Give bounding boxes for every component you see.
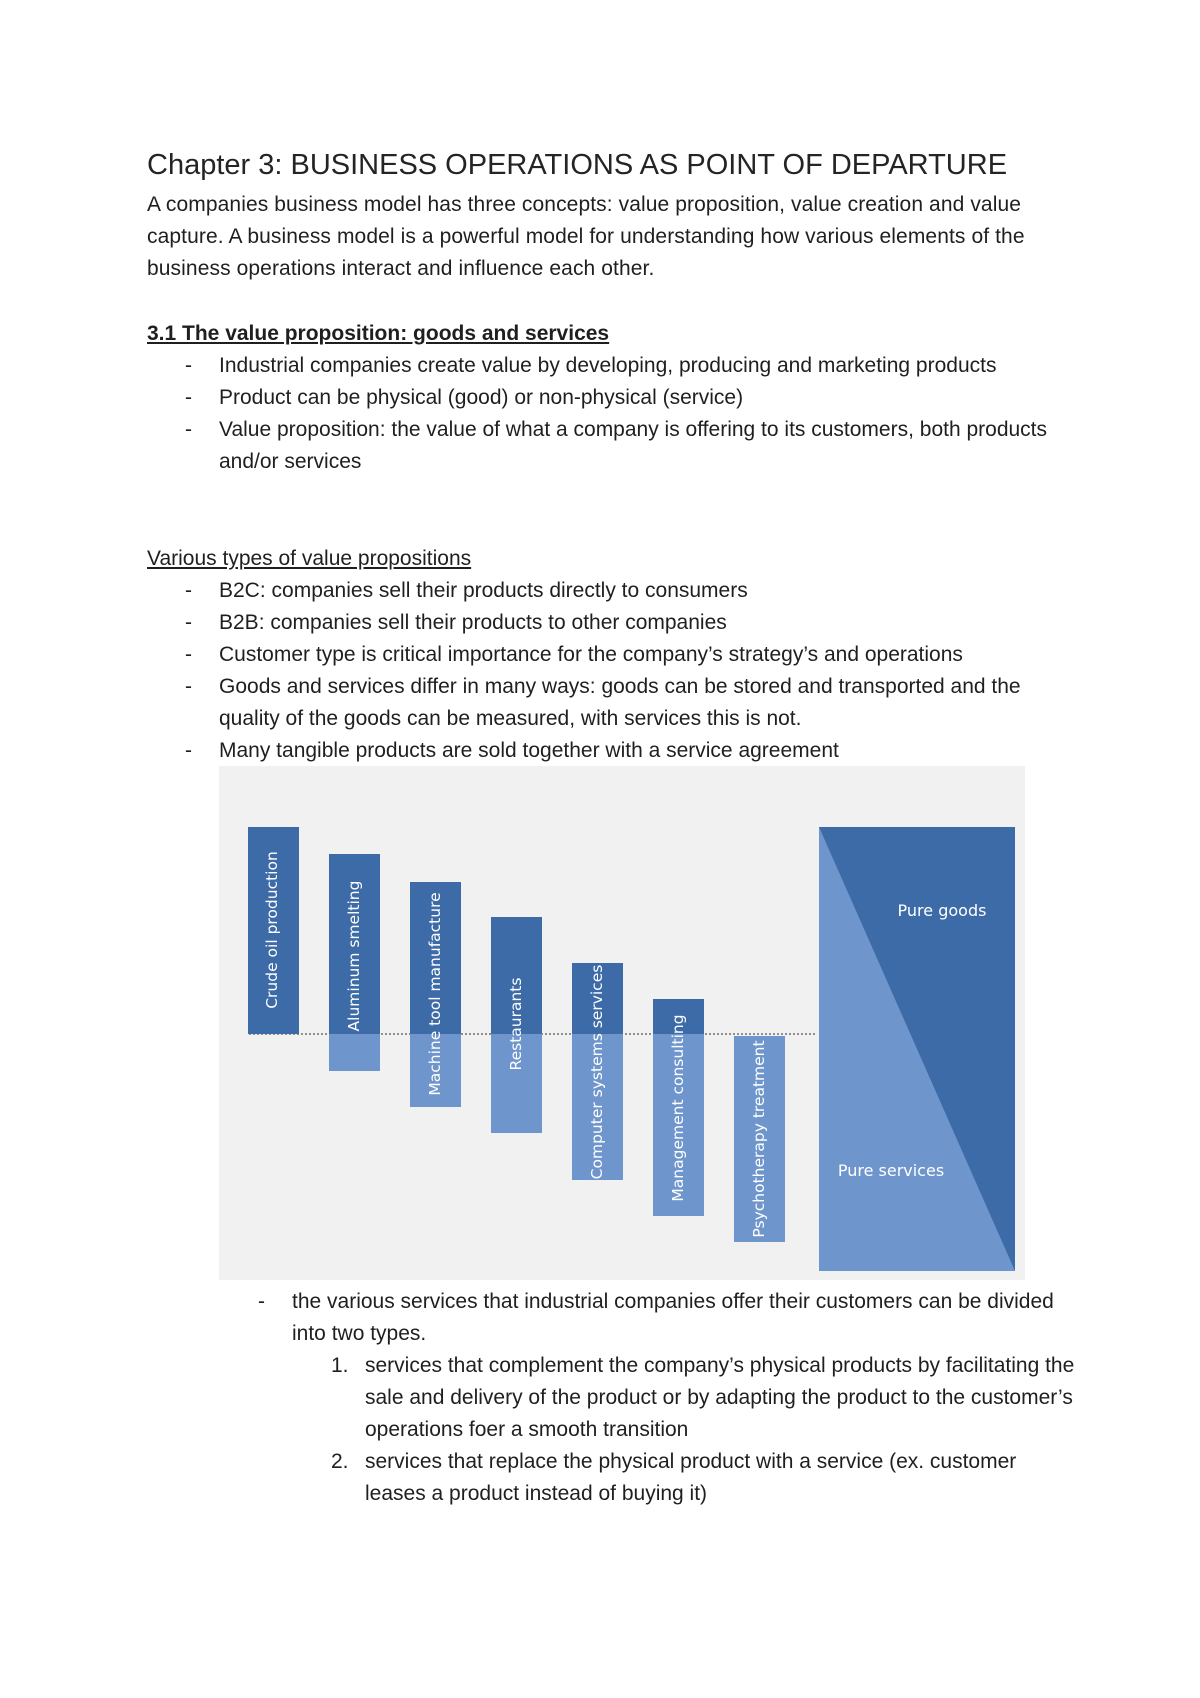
page-title: Chapter 3: BUSINESS OPERATIONS AS POINT OF DEPARTURE [147,149,1008,181]
list-item-text: Customer type is critical importance for the company’s strategy’s and operations [219,643,963,666]
bar-label-crude-oil: Crude oil production [263,851,281,1009]
bar-label-restaurants: Restaurants [507,977,525,1071]
continuum-diagram [219,766,1025,1280]
types-heading: Various types of value propositions [147,547,472,570]
list-item-text: Goods and services differ in many ways: goods can be stored and transported and the quality of the goods can be measured, with services this is not. [219,675,1021,730]
list-item [147,607,1077,639]
list-item [147,575,1077,607]
bullet-marker: - [185,611,192,634]
numbered-item [292,1446,1080,1510]
types-bullet-list [147,575,1077,767]
bullet-marker: - [185,739,192,762]
list-item-text: Many tangible products are sold together with a service agreement [219,739,839,762]
list-item [147,382,1077,414]
goods-services-continuum-figure [219,766,1025,1280]
list-item [147,671,1077,735]
section-bullet-list [147,350,1077,478]
legend-pure-goods: Pure goods [897,901,987,920]
bullet-marker: - [185,643,192,666]
numbered-list [292,1350,1080,1510]
numbered-item [292,1350,1080,1446]
list-item [147,639,1077,671]
bar-label-psychotherapy: Psychotherapy treatment [750,1040,768,1238]
bullet-marker: - [258,1290,265,1313]
bar-label-aluminum: Aluminum smelting [345,880,363,1032]
number-marker: 1. [331,1354,349,1377]
bullet-marker: - [185,418,192,441]
list-item-text: Value proposition: the value of what a company is offering to its customers, both products and/or services [219,418,1048,473]
list-item-text: B2B: companies sell their products to other companies [219,611,727,634]
list-item-text: B2C: companies sell their products directly to consumers [219,579,748,602]
bar-label-machine-tool: Machine tool manufacture [426,892,444,1096]
bullet-marker: - [185,579,192,602]
section-heading: 3.1 The value proposition: goods and services [147,322,610,345]
bar-aluminum-services [329,1034,380,1071]
list-item [147,735,1077,767]
legend-pure-services: Pure services [837,1161,945,1180]
services-division-list [220,1286,1080,1510]
list-item [220,1286,1080,1510]
list-item-text: Industrial companies create value by developing, producing and marketing products [219,354,997,377]
list-item-text: Product can be physical (good) or non-physical (service) [219,386,744,409]
bullet-marker: - [185,675,192,698]
intro-paragraph: A companies business model has three concepts: value proposition, value creation and value capture. A business model is a powerful model for understanding how various elements of the business operations interact and influence each other. [147,193,1025,280]
bullet-marker: - [185,354,192,377]
list-item [147,414,1077,478]
numbered-item-text: services that replace the physical product with a service (ex. customer leases a product instead of buying it) [365,1450,1017,1505]
bar-label-management-consulting: Management consulting [669,1014,687,1202]
number-marker: 2. [331,1450,349,1473]
bullet-marker: - [185,386,192,409]
list-item [147,350,1077,382]
list-item-text: the various services that industrial companies offer their customers can be divided into two types. [292,1290,1054,1345]
bar-label-computer-systems: Computer systems services [588,964,606,1180]
numbered-item-text: services that complement the company’s physical products by facilitating the sale and delivery of the product or by adapting the product to the customer’s operations foer a smooth transition [365,1354,1075,1441]
